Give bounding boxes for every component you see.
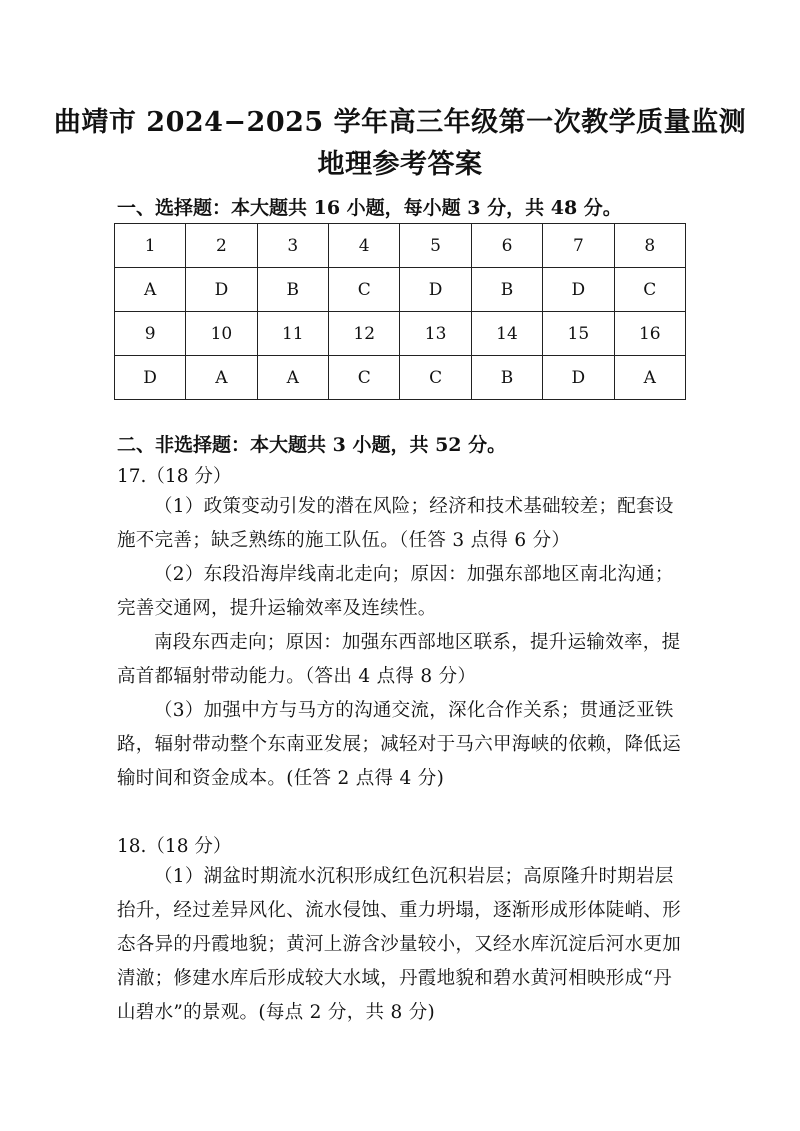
table-cell: C bbox=[329, 356, 400, 400]
table-cell: 12 bbox=[329, 312, 400, 356]
table-cell: 1 bbox=[115, 224, 186, 268]
table-cell: 11 bbox=[257, 312, 328, 356]
table-cell: 16 bbox=[614, 312, 685, 356]
table-cell: 14 bbox=[471, 312, 542, 356]
table-cell: A bbox=[257, 356, 328, 400]
table-cell: B bbox=[471, 356, 542, 400]
table-cell: B bbox=[257, 268, 328, 312]
question-17-heading: 17.（18 分） bbox=[117, 466, 232, 487]
table-cell: A bbox=[186, 356, 257, 400]
table-cell: C bbox=[614, 268, 685, 312]
answer-paragraph: 南段东西走向；原因：加强东西部地区联系，提升运输效率，提高首都辐射带动能力。（答出 4 点得 8 分） bbox=[117, 632, 681, 687]
section-heading-choice: 一、选择题：本大题共 16 小题，每小题 3 分，共 48 分。 bbox=[117, 197, 622, 219]
table-cell: 13 bbox=[400, 312, 471, 356]
table-row bbox=[115, 312, 686, 356]
table-cell: 4 bbox=[329, 224, 400, 268]
table-row bbox=[115, 356, 686, 400]
answer-paragraph: （1）湖盆时期流水沉积形成红色沉积岩层；高原隆升时期岩层抬升，经过差异风化、流水侵蚀、重力坍塌，逐渐形成形体陡峭、形态各异的丹霞地貌；黄河上游含沙量较小，又经水库沉淀后河水更加清澈；修建水库后形成较大水域，丹霞地貌和碧水黄河相映形成“丹山碧水”的景观。(每点 2 分，共 8 分) bbox=[117, 866, 682, 1023]
table-cell: C bbox=[400, 356, 471, 400]
answer-paragraph: （3）加强中方与马方的沟通交流，深化合作关系；贯通泛亚铁路，辐射带动整个东南亚发展；减轻对于马六甲海峡的依赖，降低运输时间和资金成本。(任答 2 点得 4 分) bbox=[117, 700, 682, 789]
table-cell: 3 bbox=[257, 224, 328, 268]
answer-table bbox=[114, 223, 686, 400]
table-row bbox=[115, 224, 686, 268]
table-cell: 2 bbox=[186, 224, 257, 268]
page-title: 曲靖市 2024−2025 学年高三年级第一次教学质量监测 bbox=[53, 107, 747, 138]
table-cell: D bbox=[543, 356, 614, 400]
table-cell: A bbox=[115, 268, 186, 312]
table-cell: 7 bbox=[543, 224, 614, 268]
table-cell: D bbox=[543, 268, 614, 312]
answer-paragraph: （1）政策变动引发的潜在风险；经济和技术基础较差；配套设施不完善；缺乏熟练的施工队伍。（任答 3 点得 6 分） bbox=[117, 496, 674, 551]
table-cell: C bbox=[329, 268, 400, 312]
table-cell: 6 bbox=[471, 224, 542, 268]
section-heading-nonchoice: 二、非选择题：本大题共 3 小题，共 52 分。 bbox=[117, 434, 507, 456]
table-cell: 10 bbox=[186, 312, 257, 356]
table-cell: A bbox=[614, 356, 685, 400]
table-row bbox=[115, 268, 686, 312]
question-18-answers bbox=[117, 860, 687, 1030]
page-subtitle: 地理参考答案 bbox=[317, 149, 483, 180]
answer-paragraph: （2）东段沿海岸线南北走向；原因：加强东部地区南北沟通；完善交通网，提升运输效率及连续性。 bbox=[117, 564, 674, 619]
table-cell: 15 bbox=[543, 312, 614, 356]
table-cell: 8 bbox=[614, 224, 685, 268]
table-cell: 5 bbox=[400, 224, 471, 268]
table-cell: D bbox=[186, 268, 257, 312]
table-cell: 9 bbox=[115, 312, 186, 356]
table-cell: D bbox=[115, 356, 186, 400]
question-18-heading: 18.（18 分） bbox=[117, 836, 232, 857]
table-cell: D bbox=[400, 268, 471, 312]
table-cell: B bbox=[471, 268, 542, 312]
question-17-answers bbox=[117, 490, 687, 796]
